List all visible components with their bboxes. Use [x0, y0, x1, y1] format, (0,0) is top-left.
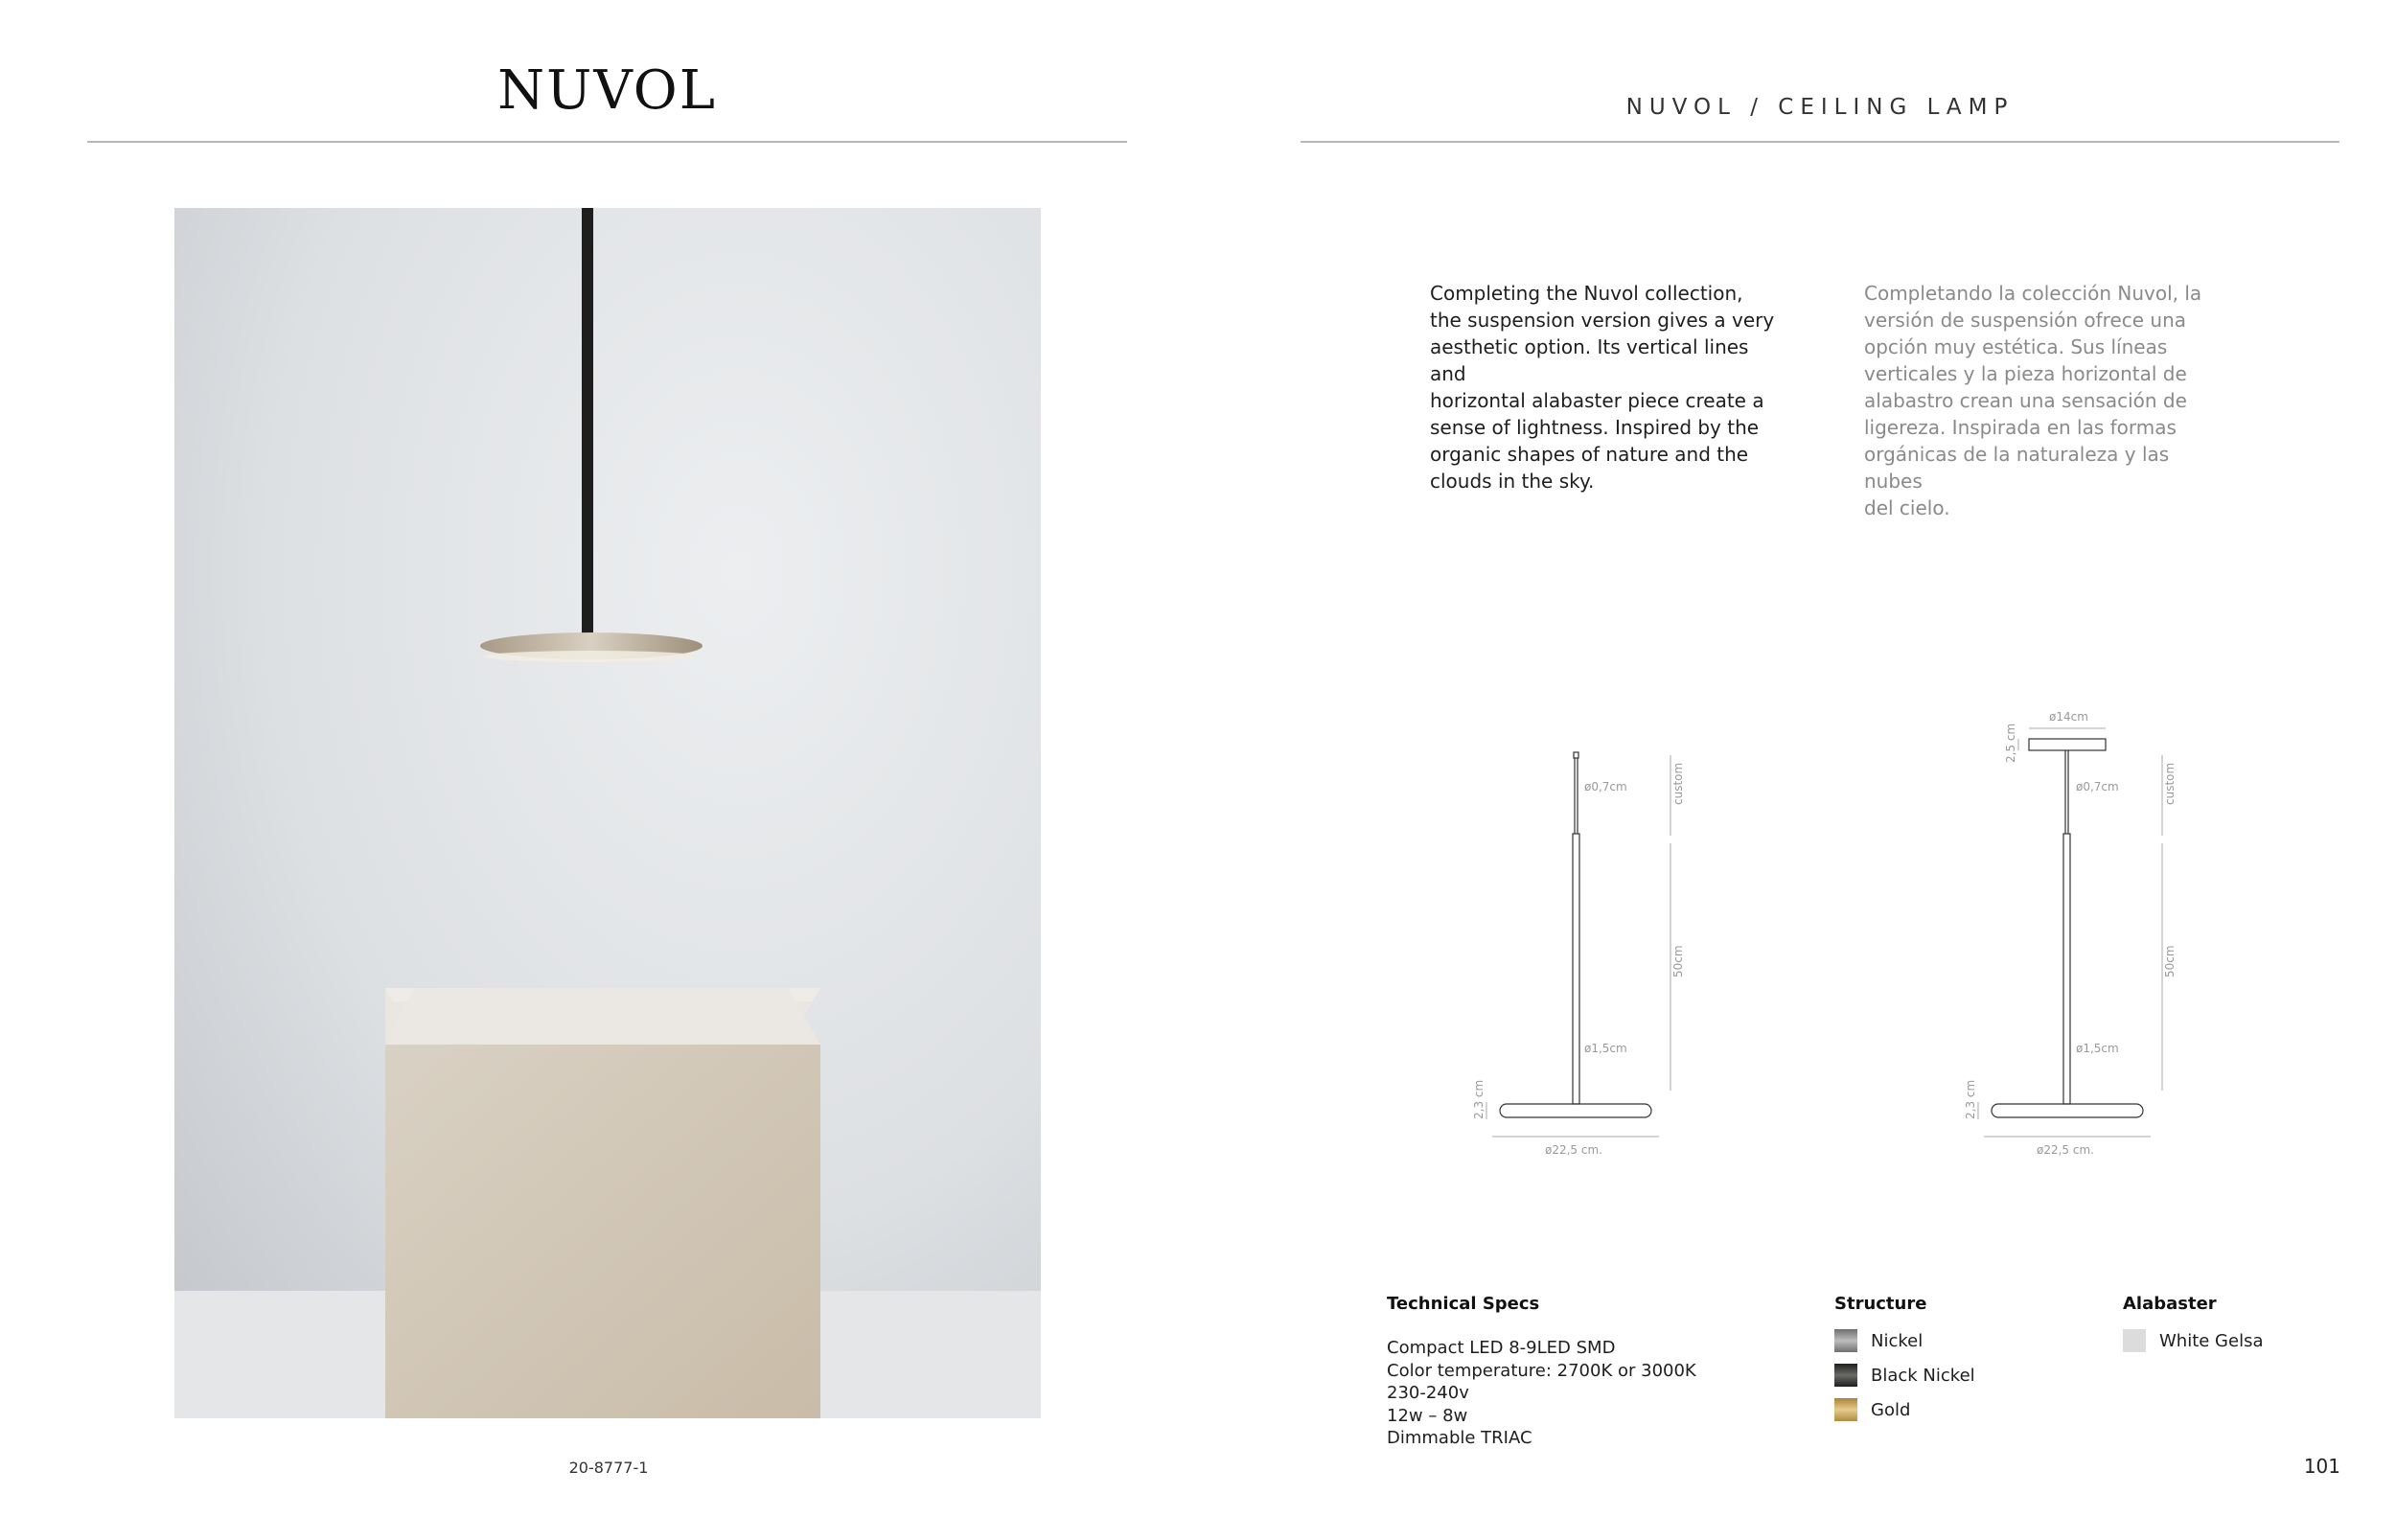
stem-diameter-label: ø1,5cm	[2076, 1042, 2119, 1055]
black-nickel-swatch	[1834, 1364, 1857, 1387]
description-line: aesthetic option. Its vertical lines and	[1430, 335, 1749, 385]
custom-length-label: custom	[2163, 762, 2177, 805]
technical-specs-list	[1387, 1337, 1696, 1450]
rod-diameter-label: ø0,7cm	[2076, 780, 2119, 793]
description-line: alabastro crean una sensación de	[1864, 389, 2187, 412]
shade-height-label: 2,3 cm	[1472, 1079, 1486, 1119]
description-english	[1430, 280, 1785, 494]
description-line: orgánicas de la naturaleza y las nubes	[1864, 443, 2170, 493]
description-line: sense of lightness. Inspired by the	[1430, 416, 1760, 439]
fixed-length-label: 50cm	[1671, 945, 1685, 977]
shade-height-label: 2,3 cm	[1964, 1079, 1977, 1119]
white-gelsa-swatch	[2123, 1329, 2146, 1352]
finish-black-nickel	[1834, 1361, 1975, 1390]
canopy-diameter-label: ø14cm	[2049, 710, 2088, 724]
brand-title: NUVOL	[497, 59, 717, 122]
finish-nickel	[1834, 1326, 1975, 1355]
description-line: horizontal alabaster piece create a	[1430, 389, 1764, 412]
technical-specs-heading: Technical Specs	[1387, 1294, 1540, 1314]
description-line: opción muy estética. Sus líneas	[1864, 335, 2168, 358]
description-line: Completing the Nuvol collection,	[1430, 282, 1743, 305]
finish-label: White Gelsa	[2159, 1330, 2264, 1351]
page-subtitle: NUVOL / CEILING LAMP	[1625, 95, 2015, 120]
shade-diameter-label: ø22,5 cm.	[1545, 1143, 1602, 1157]
description-line: versión de suspensión ofrece una	[1864, 309, 2187, 332]
page-number: 101	[2303, 1455, 2340, 1478]
gold-swatch	[1834, 1398, 1857, 1421]
description-line: verticales y la pieza horizontal de	[1864, 362, 2187, 385]
alabaster-heading: Alabaster	[2123, 1294, 2217, 1314]
description-line: del cielo.	[1864, 496, 1950, 519]
product-reference: 20-8777-1	[568, 1459, 649, 1477]
finish-label: Black Nickel	[1871, 1365, 1975, 1386]
header-rule-left	[87, 141, 1127, 143]
spec-item: Dimmable TRIAC	[1387, 1428, 1532, 1448]
product-photo	[174, 208, 1041, 1418]
alabaster-finish-list	[2123, 1326, 2264, 1355]
description-line: organic shapes of nature and the	[1430, 443, 1749, 466]
stem-diameter-label: ø1,5cm	[1584, 1042, 1627, 1055]
description-line: ligereza. Inspirada en las formas	[1864, 416, 2177, 439]
description-line: Completando la colección Nuvol, la	[1864, 282, 2202, 305]
finish-white-gelsa	[2123, 1326, 2264, 1355]
spec-item: Color temperature: 2700K or 3000K	[1387, 1360, 1696, 1381]
structure-heading: Structure	[1834, 1294, 1927, 1314]
spec-item: 230-240v	[1387, 1383, 1469, 1403]
dimension-diagram-a	[1442, 690, 1692, 1188]
description-spanish	[1864, 280, 2219, 521]
finish-label: Nickel	[1871, 1330, 1924, 1351]
fixed-length-label: 50cm	[2163, 945, 2177, 977]
finish-gold	[1834, 1395, 1975, 1424]
spec-item: 12w – 8w	[1387, 1405, 1468, 1426]
spec-item: Compact LED 8-9LED SMD	[1387, 1338, 1616, 1358]
rod-diameter-label: ø0,7cm	[1584, 780, 1627, 793]
custom-length-label: custom	[1671, 762, 1685, 805]
header-rule-right	[1301, 141, 2339, 143]
shade-diameter-label: ø22,5 cm.	[2037, 1143, 2094, 1157]
description-line: clouds in the sky.	[1430, 470, 1595, 493]
dimension-diagram-b	[1934, 690, 2183, 1188]
finish-label: Gold	[1871, 1399, 1911, 1420]
nickel-swatch	[1834, 1329, 1857, 1352]
description-line: the suspension version gives a very	[1430, 309, 1775, 332]
canopy-height-label: 2,5 cm	[2004, 723, 2017, 763]
structure-finish-list	[1834, 1326, 1975, 1424]
